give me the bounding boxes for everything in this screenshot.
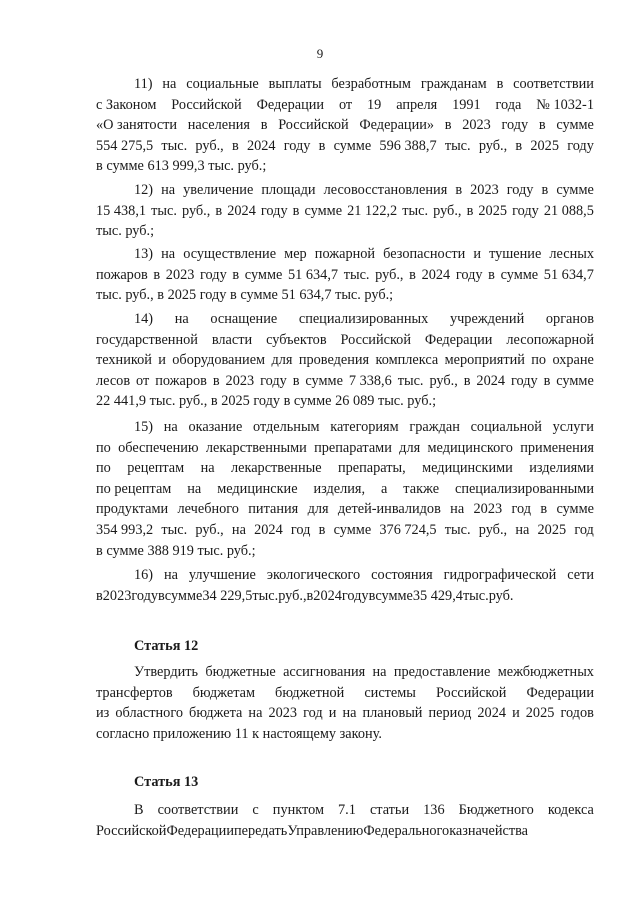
word: 15 438,1 — [96, 202, 147, 219]
word: 21 122,2 — [347, 202, 398, 219]
text-line — [96, 391, 594, 412]
word: кодекса — [547, 802, 594, 818]
word: на — [231, 521, 246, 538]
word: руб., — [433, 202, 462, 219]
item-16 — [96, 565, 594, 606]
word: 2024 — [313, 587, 342, 604]
word: состояния — [371, 567, 433, 583]
word: питания — [248, 501, 299, 518]
word: году — [131, 587, 159, 604]
word: мер — [284, 246, 307, 262]
word: соответствии — [513, 76, 594, 92]
text-line — [96, 265, 594, 286]
word: лесовосстановления — [323, 182, 448, 198]
page-number: 9 — [316, 46, 324, 61]
word: изделия, — [313, 480, 366, 497]
word: на — [174, 311, 189, 327]
word: 2025 — [478, 202, 507, 219]
article-13-heading: Статья 13 — [134, 774, 199, 790]
text-line — [96, 479, 594, 500]
word: пожаров — [155, 372, 207, 389]
word: на — [372, 664, 387, 680]
word: выплаты — [268, 76, 322, 92]
word: год — [303, 705, 323, 722]
word: период — [428, 705, 472, 722]
word: соответствии — [157, 802, 239, 818]
word: в сумме 613 999,3 тыс. руб.; — [96, 158, 267, 175]
article-12-heading: Статья 12 — [134, 638, 199, 654]
word: на — [450, 501, 465, 518]
word: тыс. руб.; — [96, 223, 155, 240]
word: года — [495, 96, 522, 113]
word: осуществление — [183, 246, 277, 262]
word: сумме — [556, 182, 594, 198]
word: тыс. — [151, 202, 177, 219]
word: Бюджетного — [458, 802, 534, 818]
text-line — [96, 662, 594, 683]
word: 13) — [134, 246, 154, 262]
word: сумме — [556, 117, 594, 134]
word: году — [501, 117, 529, 134]
word: медицинские — [217, 480, 298, 497]
word: 2023 — [102, 587, 132, 604]
word: сумме — [556, 372, 594, 389]
word: в — [153, 266, 161, 283]
text-line — [96, 565, 594, 586]
item-12 — [96, 180, 594, 242]
word: 2023 — [268, 705, 298, 722]
word: Российской — [278, 117, 349, 134]
word: сумме — [305, 372, 343, 389]
text-line — [96, 95, 594, 116]
word: руб., — [278, 587, 307, 604]
word: сумме — [304, 202, 343, 219]
word: год — [511, 501, 531, 518]
word: 16) — [134, 567, 154, 583]
word: межбюджетных — [497, 664, 594, 680]
word: продуктами — [96, 501, 169, 518]
word: медицинскими — [422, 460, 513, 477]
word: 2023 — [462, 117, 491, 134]
word: по рецептам — [96, 480, 172, 497]
text-line — [96, 724, 594, 745]
word: 2025 — [525, 705, 555, 722]
word: в — [215, 202, 223, 219]
word: улучшение — [188, 567, 256, 583]
word: тыс. — [343, 266, 370, 283]
word: техникой — [96, 352, 152, 369]
word: в — [212, 372, 220, 389]
text-line — [96, 330, 594, 351]
word: в — [455, 182, 463, 198]
word: лесных — [549, 246, 594, 262]
text-line — [96, 244, 594, 265]
text-line — [96, 156, 594, 177]
word: в — [368, 587, 376, 604]
word: 7.1 — [338, 802, 356, 818]
word: 2024 — [254, 521, 283, 538]
text-line — [96, 458, 594, 479]
word: Утвердить — [134, 664, 199, 680]
word: и — [158, 352, 166, 369]
word: Российской — [96, 822, 167, 839]
word: лечебного — [177, 501, 239, 518]
word: году — [567, 137, 594, 154]
word: тыс. — [161, 137, 188, 154]
word: на — [187, 480, 202, 497]
word: 11) — [134, 76, 153, 92]
word: 2023 — [470, 182, 499, 198]
word: Федерации — [424, 331, 493, 348]
text-line — [96, 541, 594, 562]
word: году — [455, 266, 483, 283]
word: от — [338, 96, 353, 113]
word: лесопожарной — [506, 331, 594, 348]
word: охране — [552, 352, 594, 369]
word: тыс. — [397, 372, 424, 389]
word: 15) — [134, 419, 154, 435]
text-line — [96, 285, 594, 306]
word: а — [381, 480, 388, 497]
word: передать — [234, 822, 288, 839]
word: мероприятий — [444, 352, 525, 369]
word: лекарственные — [231, 460, 322, 477]
word: в — [232, 266, 240, 283]
text-line — [96, 136, 594, 157]
word: 51 634,7 — [543, 266, 594, 283]
word: в — [292, 202, 300, 219]
word: комплекса — [375, 352, 439, 369]
item-13 — [96, 244, 594, 306]
word: в — [158, 587, 165, 604]
text-line — [96, 520, 594, 541]
word: руб., — [478, 137, 508, 154]
word: апреля — [396, 96, 438, 113]
word: году — [200, 266, 227, 283]
item-14 — [96, 309, 594, 412]
word: в — [538, 117, 546, 134]
word: сумме — [556, 501, 594, 518]
text-line — [96, 74, 594, 95]
word: в — [318, 521, 326, 538]
word: на — [248, 705, 263, 722]
word: 2024 — [227, 202, 256, 219]
word: тыс. — [161, 521, 188, 538]
word: рецептам — [127, 460, 185, 477]
text-line — [96, 417, 594, 438]
word: системы — [364, 684, 416, 701]
word: гидрографической — [443, 567, 557, 583]
word: оборудованием — [172, 352, 266, 369]
word: 51 634,7 — [288, 266, 339, 283]
word: сумме — [244, 266, 283, 283]
word: 12) — [134, 182, 154, 198]
article-12-text — [96, 662, 594, 744]
word: пожарной — [314, 246, 376, 262]
word: категориям — [330, 419, 399, 435]
text-line — [96, 309, 594, 330]
word: 2024 — [421, 266, 451, 283]
word: 376 724,5 — [379, 521, 437, 538]
word: 2024 — [476, 372, 506, 389]
word: В — [134, 802, 144, 818]
word: власти — [211, 331, 253, 348]
word: 596 388,7 — [379, 137, 437, 154]
word: по — [531, 352, 547, 369]
word: препараты, — [337, 460, 406, 477]
text-line — [96, 703, 594, 724]
word: руб., — [181, 202, 211, 219]
word: руб., — [429, 372, 458, 389]
word: в — [318, 137, 326, 154]
word: трансфертов — [96, 684, 173, 701]
word: 2025 — [530, 137, 559, 154]
word: в — [515, 137, 523, 154]
word: в — [540, 501, 548, 518]
word: в — [543, 372, 551, 389]
word: в — [466, 202, 474, 219]
word: обеспечению — [118, 439, 199, 456]
word: в — [409, 266, 416, 283]
item-11 — [96, 74, 594, 177]
word: год — [290, 521, 311, 538]
word: в — [444, 117, 452, 134]
text-line — [96, 371, 594, 392]
word: в — [231, 137, 239, 154]
word: год — [574, 521, 594, 538]
word: № 1032-1 — [536, 96, 594, 113]
word: 21 088,5 — [543, 202, 594, 219]
word: отдельным — [253, 419, 320, 435]
word: тыс. — [444, 521, 471, 538]
text-line — [96, 586, 594, 607]
word: граждан — [409, 419, 460, 435]
word: для — [307, 501, 329, 518]
word: изделиями — [529, 460, 594, 477]
word: тыс. — [402, 202, 429, 219]
word: безопасности — [383, 246, 466, 262]
word: на — [163, 419, 178, 435]
word: населения — [187, 117, 251, 134]
article-13-text — [96, 800, 594, 841]
word: на — [515, 521, 530, 538]
word: тыс. — [252, 587, 279, 604]
word: 2024 — [246, 137, 276, 154]
word: 14) — [134, 311, 154, 327]
word: 136 — [423, 802, 445, 818]
word: препаратами — [314, 439, 392, 456]
word: 554 275,5 — [96, 137, 154, 154]
word: учреждений — [449, 311, 525, 327]
text-line — [96, 180, 594, 201]
word: в — [463, 372, 471, 389]
word: 2025 — [537, 521, 567, 538]
word: Федерального — [363, 822, 450, 839]
word: применения — [520, 439, 594, 456]
word: в — [96, 587, 103, 604]
word: Российской — [435, 684, 507, 701]
word: с Законом — [96, 96, 157, 113]
word: специализированными — [454, 480, 594, 497]
word: руб. — [488, 587, 514, 604]
text-line — [96, 201, 594, 222]
word: 22 441,9 тыс. руб., в 2025 году в сумме 26 089 тыс. руб.; — [96, 393, 437, 410]
word: Управлению — [287, 822, 364, 839]
word: бюджетные — [205, 664, 276, 680]
word: годов — [560, 705, 594, 722]
word: бюджетам — [192, 684, 256, 701]
word: социальной — [470, 419, 542, 435]
word: проведения — [298, 352, 370, 369]
item-15 — [96, 417, 594, 561]
word: 7 338,6 — [348, 372, 392, 389]
word: по — [96, 460, 111, 477]
word: медицинского — [427, 439, 513, 456]
word: социальные — [186, 76, 259, 92]
word: бюджета — [189, 705, 243, 722]
text-line — [96, 683, 594, 704]
word: бюджетной — [275, 684, 345, 701]
word: плановый — [362, 705, 423, 722]
word: казначейства — [449, 822, 529, 839]
word: из — [96, 705, 110, 722]
text-line — [96, 438, 594, 459]
word: и — [512, 705, 520, 722]
word: увеличение — [183, 182, 254, 198]
word: руб., — [195, 137, 224, 154]
word: году — [341, 587, 369, 604]
word: в сумме 388 919 тыс. руб.; — [96, 542, 256, 559]
word: 35 429,4 — [412, 587, 463, 604]
word: сумме — [500, 266, 539, 283]
word: и — [473, 246, 481, 262]
word: тушение — [489, 246, 542, 262]
text-line — [96, 221, 594, 242]
word: году — [512, 202, 539, 219]
word: году — [283, 137, 311, 154]
word: 34 229,5 — [202, 587, 253, 604]
word: году — [506, 182, 534, 198]
word: году — [260, 202, 288, 219]
word: оказание — [188, 419, 243, 435]
word: Федерации — [256, 96, 325, 113]
word: тыс. — [462, 587, 489, 604]
word: Федерации — [526, 684, 594, 701]
word: на — [163, 567, 178, 583]
word: «О занятости — [96, 117, 178, 134]
word: ассигнования — [283, 664, 366, 680]
word: лесов — [96, 372, 131, 389]
word: органов — [545, 311, 594, 327]
text-line — [96, 499, 594, 520]
word: Российской — [340, 331, 411, 348]
word: детей-инвалидов — [337, 501, 441, 518]
word: 2023 — [165, 266, 195, 283]
word: 1991 — [452, 96, 481, 113]
word: году — [260, 372, 287, 389]
word: в — [292, 372, 300, 389]
word: услуги — [552, 419, 594, 435]
word: площади — [261, 182, 316, 198]
word: согласно приложению 11 к настоящему закону. — [96, 725, 382, 742]
text-line — [96, 821, 594, 842]
word: 19 — [367, 96, 382, 113]
word: субъектов — [266, 331, 327, 348]
word: с — [252, 802, 259, 818]
word: в — [488, 266, 495, 283]
text-line — [96, 115, 594, 136]
word: на — [162, 76, 177, 92]
word: в — [260, 117, 268, 134]
word: на — [200, 460, 215, 477]
word: Российской — [171, 96, 242, 113]
word: 2024 — [477, 705, 506, 722]
word: государственной — [96, 331, 198, 348]
word: 2023 — [225, 372, 255, 389]
word: руб., — [375, 266, 404, 283]
word: гражданам — [420, 76, 487, 92]
word: сумме — [164, 587, 203, 604]
word: на — [161, 182, 176, 198]
word: статьи — [369, 802, 410, 818]
text-line — [96, 800, 594, 821]
word: также — [403, 480, 440, 497]
word: сумме — [375, 587, 413, 604]
word: руб., — [195, 521, 224, 538]
word: экологического — [266, 567, 361, 583]
word: лекарственными — [205, 439, 307, 456]
word: для — [271, 352, 293, 369]
word: 2023 — [473, 501, 503, 518]
word: безработным — [331, 76, 411, 92]
word: тыс. руб., в 2025 году в сумме 51 634,7 тыс. руб.; — [96, 287, 394, 304]
word: пунктом — [272, 802, 324, 818]
word: сумме — [333, 521, 372, 538]
word: в — [496, 76, 504, 92]
word: предоставление — [393, 664, 491, 680]
word: в — [541, 182, 549, 198]
word: году — [510, 372, 538, 389]
word: специализированных — [298, 311, 429, 327]
word: областного — [115, 705, 183, 722]
word: Федерации» — [359, 117, 435, 134]
word: 354 993,2 — [96, 521, 154, 538]
word: в — [306, 587, 314, 604]
word: от — [136, 372, 150, 389]
word: сумме — [333, 137, 372, 154]
word: Федерации — [166, 822, 234, 839]
word: и — [328, 705, 337, 722]
word: оснащение — [210, 311, 278, 327]
word: тыс. — [444, 137, 471, 154]
word: сети — [567, 567, 594, 583]
text-line — [96, 350, 594, 371]
word: пожаров — [96, 266, 148, 283]
word: руб., — [478, 521, 508, 538]
word: для — [399, 439, 421, 456]
word: на — [161, 246, 176, 262]
word: на — [342, 705, 357, 722]
word: по — [96, 439, 111, 456]
